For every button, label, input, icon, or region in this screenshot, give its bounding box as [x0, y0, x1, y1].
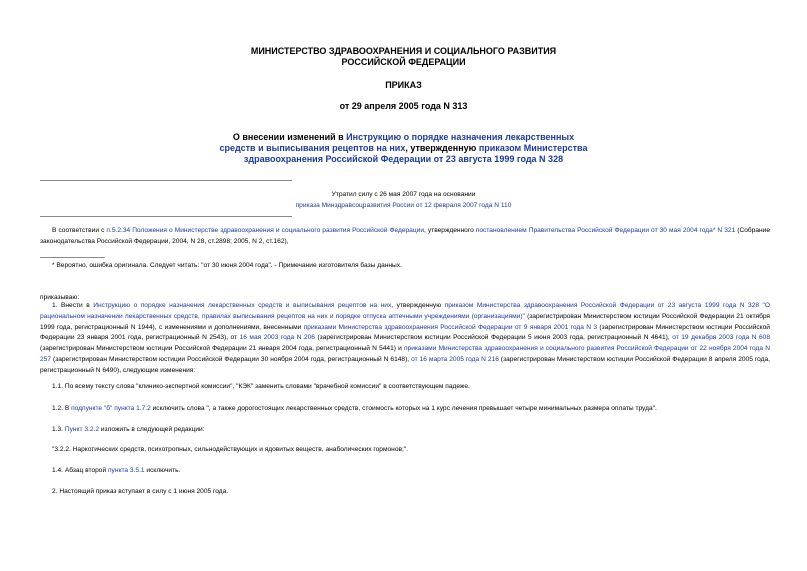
item14-link-point[interactable]: пункта 3.5.1: [107, 467, 145, 474]
item13-text-b: изложить в следующей редакции:: [99, 426, 205, 433]
item1-text-c: (зарегистрирован Министерством юстиции Российской Федерации 21 октября 1999 года, регистрационный N 1944), с изменениями и дополнениями, внесенными: [40, 312, 771, 331]
title-link-order[interactable]: приказом Министерства: [478, 143, 588, 153]
item12-link-subpoint[interactable]: подпункте "б": [71, 405, 113, 412]
separator-line-bottom: [40, 216, 292, 217]
item1-link-order-216[interactable]: от 16 марта 2005 года N 216: [411, 355, 499, 363]
item1-link-instruction[interactable]: Инструкцию о порядке назначения лекарственных средств и выписывания рецептов на них: [93, 302, 392, 309]
document-date-number: от 29 апреля 2005 года N 313: [339, 101, 468, 111]
preamble-link-resolution[interactable]: постановлением Правительства Российской Федерации от 30 мая 2004 года* N 321: [475, 227, 736, 234]
order-item-2: 2. Настоящий приказ вступает в силу с 1 июня 2005 года.: [52, 488, 229, 495]
item1-link-order-206[interactable]: 16 мая 2003 года N 206: [239, 334, 315, 342]
ministry-line-2: РОССИЙСКОЙ ФЕДЕРАЦИИ: [341, 57, 466, 67]
ministry-name: [0, 46, 807, 68]
item1-text-b: , утвержденную: [391, 302, 445, 309]
preamble-text: В соответствии с: [52, 227, 107, 234]
item1-text-a: 1. Внести в: [52, 302, 94, 309]
document-type: ПРИКАЗ: [385, 80, 422, 90]
expiry-line-1: Утратил силу с 26 мая 2007 года на основании: [331, 191, 476, 198]
expiry-note: [200, 190, 607, 212]
title-text-mid: , утвержденную: [405, 143, 479, 153]
expiry-link[interactable]: приказа Минздравсоцразвития России от 12 февраля 2007 года N 110: [295, 201, 512, 209]
item1-link-order-608[interactable]: от 19 декабря 2003 года N 608: [672, 334, 771, 342]
preamble-paragraph: [40, 226, 770, 248]
item14-text-a: 1.4. Абзац второй: [52, 467, 108, 474]
item1-text-e: (зарегистрирован Министерством юстиции Российской Федерации 5 июня 2003 года, регистрационный N 4641),: [314, 334, 673, 342]
preamble-text-mid: , утвержденного: [424, 227, 476, 234]
separator-line-top: [40, 180, 292, 181]
item1-link-order-257[interactable]: приказами Министерства здравоохранения и социального развития Российской Федерации от 22 ноября 2004 года N 257: [40, 345, 770, 363]
title-link-order-cont[interactable]: здравоохранения Российской Федерации от 23 августа 1999 года N 328: [243, 154, 564, 164]
item1-link-order-328[interactable]: приказом Министерства здравоохранения Российской Федерации от 23 августа 1999 года N 328 "О рациональном назначении лекарственных средств, правилах выписывания рецептов на них и порядке отпуска аптечными учреждениями (организациями)": [40, 302, 770, 320]
item1-text-d: (зарегистрирован Министерством юстиции Российской Федерации 23 января 2001 года, регистрационный N 2543), от: [40, 323, 770, 342]
order-item-1-2: [40, 404, 770, 415]
title-link-instruction-cont[interactable]: средств и выписывания рецептов на них: [219, 143, 406, 153]
item1-link-order-3[interactable]: приказами Министерства здравоохранения Российской Федерации от 9 января 2001 года N 3: [303, 323, 598, 331]
ministry-line-1: МИНИСТЕРСТВО ЗДРАВООХРАНЕНИЯ И СОЦИАЛЬНОГО РАЗВИТИЯ: [250, 46, 557, 56]
document-title: [150, 132, 657, 165]
item12-text-c: исключить слова ", а также дорогостоящих лекарственных средств, стоимость которых на 1 курс лечения превышает четыре минимальных размера оплаты труда".: [150, 405, 657, 412]
preamble-text-end: (Собрание законодательства Российской Федерации, 2004, N 28, ст.2898; 2005, N 2, ст.162),: [40, 227, 771, 245]
preamble-link-regulation[interactable]: п.5.2.34 Положения о Министерстве здравоохранения и социального развития Российской Федерации: [106, 227, 424, 234]
order-item-1-1: 1.1. По всему тексту слова "клинико-экспертной комиссии", "КЭК" заменить словами "врачебной комиссии" в соответствующем падеже.: [52, 383, 470, 390]
title-text: О внесении изменений в: [232, 132, 347, 142]
order-item-1: [40, 301, 770, 377]
title-link-instruction[interactable]: Инструкцию о порядке назначения лекарственных: [346, 132, 575, 142]
item14-text-b: исключить.: [144, 467, 181, 474]
footnote: * Вероятно, ошибка оригинала. Следует читать: "от 30 июня 2004 года". - Примечание изготовителя базы данных.: [52, 262, 402, 269]
item12-text-a: 1.2. В: [52, 405, 72, 412]
order-intro: приказываю:: [40, 294, 80, 301]
footnote-rule: [40, 257, 105, 258]
item12-link-point[interactable]: пункта 1.7.2: [114, 405, 151, 412]
item1-text-g: (зарегистрирован Министерством юстиции Российской Федерации 30 ноября 2004 года, регистрационный N 6148),: [51, 355, 412, 363]
order-item-1-3: [40, 425, 770, 436]
order-item-1-3-quote: "3.2.2. Наркотических средств, психотропных, сильнодействующих и ядовитых веществ, анаболических гормонов;".: [52, 446, 408, 453]
item1-text-f: (зарегистрирован Министерством юстиции Российской Федерации 21 января 2004 года, регистрационный N 5441) и: [40, 345, 404, 353]
item1-text-h: (зарегистрирован Министерством юстиции Российской Федерации 8 апреля 2005 года, регистрационный N 6490), следующие изменения:: [40, 355, 770, 374]
item13-text-a: 1.3.: [52, 426, 65, 433]
item13-link-point[interactable]: Пункт 3.2.2: [64, 426, 99, 433]
order-item-1-4: [40, 466, 770, 477]
